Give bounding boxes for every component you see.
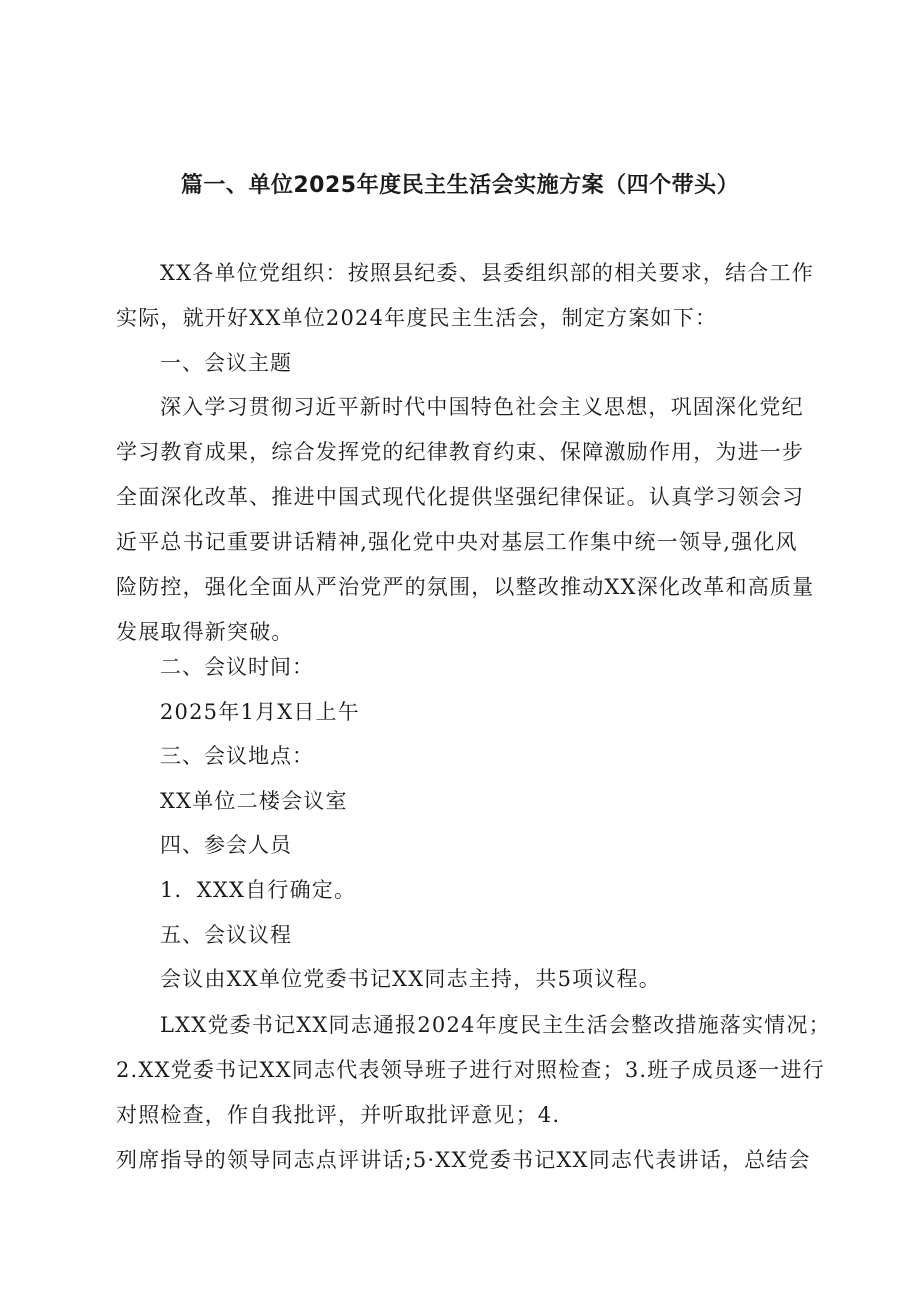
section-heading-attendees: 四、参会人员 — [160, 833, 292, 857]
intro-line-1: XX各单位党组织：按照县纪委、县委组织部的相关要求，结合工作 — [160, 261, 814, 285]
section-heading-agenda: 五、会议议程 — [160, 923, 292, 947]
topic-line-1: 深入学习贯彻习近平新时代中国特色社会主义思想，巩固深化党纪 — [160, 395, 804, 419]
topic-line-5: 险防控，强化全面从严治党严的氛围，以整改推动XX深化改革和高质量 — [116, 575, 815, 599]
section-heading-time: 二、会议时间： — [160, 655, 314, 679]
agenda-line-2: LXX党委书记XX同志通报2024年度民主生活会整改措施落实情况； — [160, 1013, 831, 1037]
meeting-location-value: XX单位二楼会议室 — [160, 789, 348, 813]
meeting-time-value: 2025年1月X日上午 — [160, 700, 360, 724]
agenda-line-3: 2.XX党委书记XX同志代表领导班子进行对照检查；3.班子成员逐一进行 — [116, 1058, 825, 1082]
document-title: 篇一、单位2025年度民主生活会实施方案（四个带头） — [180, 173, 740, 198]
intro-line-2: 实际，就开好XX单位2024年度民主生活会，制定方案如下： — [116, 306, 718, 330]
topic-line-4: 近平总书记重要讲话精神,强化党中央对基层工作集中统一领导,强化风 — [116, 530, 798, 554]
topic-line-6: 发展取得新突破。 — [116, 620, 294, 644]
topic-line-3: 全面深化改革、推进中国式现代化提供坚强纪律保证。认真学习领会习 — [116, 485, 805, 509]
agenda-line-4: 对照检查，作自我批评，并听取批评意见；4. — [116, 1103, 561, 1127]
section-heading-location: 三、会议地点： — [160, 744, 314, 768]
agenda-line-1: 会议由XX单位党委书记XX同志主持，共5项议程。 — [160, 967, 661, 991]
agenda-line-5: 列席指导的领导同志点评讲话;5·XX党委书记XX同志代表讲话，总结会 — [116, 1148, 811, 1172]
attendees-value: 1．XXX自行确定。 — [160, 878, 357, 902]
section-heading-topic: 一、会议主题 — [160, 351, 292, 375]
topic-line-2: 学习教育成果，综合发挥党的纪律教育约束、保障激励作用，为进一步 — [116, 440, 805, 464]
